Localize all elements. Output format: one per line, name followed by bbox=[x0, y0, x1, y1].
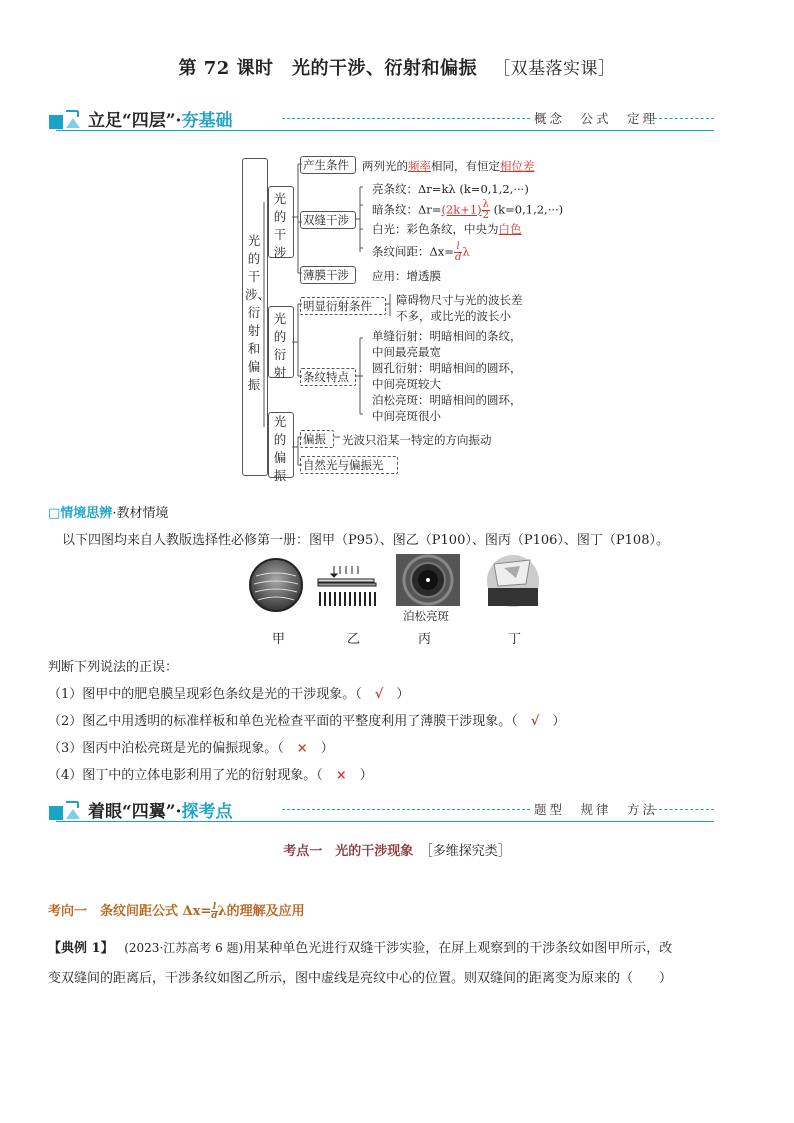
thin-film-label: 薄膜干涉 bbox=[303, 268, 349, 282]
diffraction-cond-2: 不多，或比光的波长小 bbox=[396, 309, 511, 323]
judge-item-2: （2）图乙中用透明的标准样板和单色光检查平面的平整度利用了薄膜干涉现象。（ √ ） bbox=[48, 714, 566, 729]
lesson-tag: ［双基落实课］ bbox=[493, 59, 616, 79]
thin-film-text: 应用：增透膜 bbox=[372, 269, 441, 283]
band-logo-icon bbox=[48, 797, 82, 823]
polarization-label: 光的偏振 bbox=[273, 414, 287, 483]
white-light: 白光：彩色条纹，中央为白色 bbox=[372, 222, 522, 236]
band-2-keywords: 题型 规律 方法 bbox=[534, 802, 659, 817]
scenario-heading: □情境思辨·教材情境 bbox=[48, 506, 169, 521]
caption-jia: 甲 bbox=[272, 632, 286, 647]
figure-jia-soap-film bbox=[248, 556, 304, 614]
band-1-keywords: 概念 公式 定理 bbox=[534, 111, 659, 126]
scenario-intro: 以下四图均来自人教版选择性必修第一册：图甲（P95）、图乙（P100）、图丙（P106）、图丁（P108）。 bbox=[62, 533, 669, 548]
caption-ding: 丁 bbox=[508, 632, 522, 647]
feature-3: 圆孔衍射：明暗相间的圆环， bbox=[372, 361, 522, 375]
caption-bing: 丙 bbox=[418, 632, 432, 647]
checkbox-icon: □ bbox=[48, 506, 61, 521]
polarization-item-label: 偏振 bbox=[303, 432, 326, 446]
polarization-text: 光波只沿某一特定的方向振动 bbox=[342, 433, 492, 447]
diffraction-cond-1: 障碍物尺寸与光的波长差 bbox=[396, 293, 523, 307]
figure-ding-3d-movie bbox=[486, 554, 540, 608]
poisson-spot-label: 泊松亮斑 bbox=[403, 609, 449, 623]
interference-label: 光的干涉 bbox=[273, 191, 287, 260]
diffraction-label: 光的衍射 bbox=[273, 311, 287, 380]
judge-item-4: （4）图丁中的立体电影利用了光的衍射现象。（ × ） bbox=[48, 768, 373, 783]
judge-prompt: 判断下列说法的正误： bbox=[48, 660, 179, 675]
page-title: 第 72 课时 光的干涉、衍射和偏振 ［双基落实课］ bbox=[178, 58, 616, 79]
exam-point: 考点一 光的干涉现象 ［多维探究类］ bbox=[283, 844, 511, 859]
band-logo-icon bbox=[48, 106, 82, 132]
exam-direction: 考向一 条纹间距公式 $\Delta x=\frac{l}{d}\lambda$的理解及应用 bbox=[48, 902, 305, 921]
interference-cond-label: 产生条件 bbox=[303, 158, 349, 172]
natural-polarized-label: 自然光与偏振光 bbox=[303, 458, 384, 472]
judge-item-3: （3）图丙中泊松亮斑是光的偏振现象。（ × ） bbox=[48, 741, 334, 756]
bright-fringe: 亮条纹：Δr=kλ (k=0,1,2,···) bbox=[372, 182, 529, 196]
feature-6: 中间亮斑很小 bbox=[372, 409, 441, 423]
feature-5: 泊松亮斑：明暗相间的圆环， bbox=[372, 393, 522, 407]
judge-item-1: （1）图甲中的肥皂膜呈现彩色条纹是光的干涉现象。（ √ ） bbox=[48, 687, 410, 702]
band-1-title: 立足“四层”·夯基础 bbox=[88, 111, 233, 131]
feature-4: 中间亮斑较大 bbox=[372, 377, 441, 391]
figure-bing-poisson-spot bbox=[396, 554, 460, 606]
figure-yi-thin-film bbox=[316, 562, 378, 608]
mindmap-root: 光的干涉、衍射和偏振 bbox=[245, 233, 271, 392]
feature-1: 单缝衍射：明暗相间的条纹， bbox=[372, 329, 522, 343]
double-slit-label: 双缝干涉 bbox=[303, 213, 349, 227]
caption-yi: 乙 bbox=[347, 632, 361, 647]
fringe-spacing: 条纹间距：$\Delta x=\frac{l}{d}\lambda$ bbox=[372, 241, 470, 263]
feature-2: 中间最亮最宽 bbox=[372, 345, 441, 359]
dark-fringe: 暗条纹：$\Delta r=(2k+1)\frac{\lambda}{2} (k=0,1,2,\cdot\cdot\cdot)$ bbox=[372, 199, 564, 221]
band-1-dash bbox=[282, 118, 530, 119]
fringe-feature-label: 条纹特点 bbox=[303, 370, 349, 384]
diffraction-cond-label: 明显衍射条件 bbox=[303, 299, 372, 313]
band-2-title: 着眼“四翼”·探考点 bbox=[88, 802, 233, 822]
interference-cond-text: 两列光的频率相同，有恒定相位差 bbox=[362, 159, 535, 173]
example-line-1: 【典例 1】 (2023·江苏高考 6 题)用某种单色光进行双缝干涉实验，在屏上观察到的干涉条纹如图甲所示，改 bbox=[48, 941, 673, 956]
example-line-2: 变双缝间的距离后，干涉条纹如图乙所示，图中虚线是亮纹中心的位置。则双缝间的距离变为原来的（ ） bbox=[48, 971, 673, 986]
